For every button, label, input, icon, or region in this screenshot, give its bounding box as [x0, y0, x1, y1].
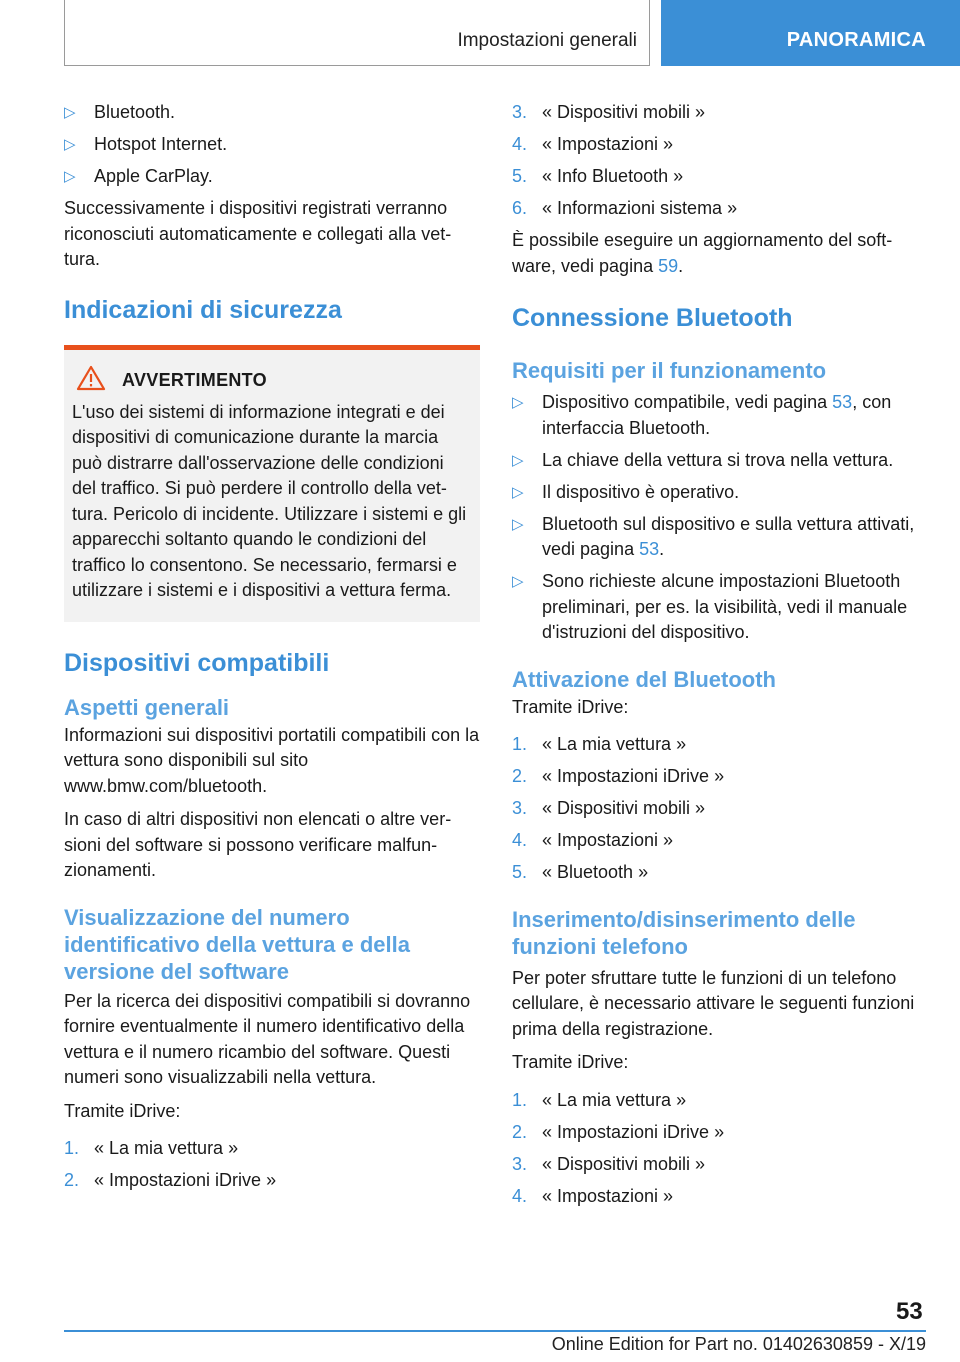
intro-paragraph: Successivamente i dispositivi registrati verranno riconosciuti automaticamente e collegati alla vettura.	[64, 198, 452, 269]
idrive-label: Tramite iDrive:	[64, 1100, 181, 1121]
list-item: ▷ Dispositivo compatibile, vedi pagina 53, con interfaccia Bluetooth.	[512, 392, 892, 438]
phone-functions-paragraph: Per poter sfruttare tutte le funzioni di un telefono cellulare, è necessario attivare le seguenti funzioni prima della registrazione.	[512, 967, 915, 1039]
triangle-bullet-icon: ▷	[512, 483, 524, 501]
list-item: ▷ Bluetooth.	[64, 100, 480, 126]
software-update-paragraph: È possibile eseguire un aggiornamento del software, vedi pagina 59.	[512, 230, 893, 276]
list-item: 1. « La mia vettura »	[512, 1089, 687, 1110]
idrive-label: Tramite iDrive:	[512, 696, 629, 717]
header-section-box	[64, 0, 650, 66]
header-section-title: Impostazioni generali	[457, 30, 637, 51]
list-item: 3. « Dispositivi mobili »	[512, 102, 706, 122]
vehicle-id-heading: Visualizzazione del numero identificativo della vettura e della versione del software	[64, 904, 410, 984]
idrive-steps-list	[64, 1136, 480, 1194]
bluetooth-connection-heading: Connessione Bluetooth	[512, 304, 793, 332]
triangle-bullet-icon: ▷	[64, 104, 76, 121]
list-item: ▷ Sono richieste alcune impostazioni Bluetooth preliminari, per es. la visibilità, vedi il manuale d'istruzioni del dispositivo.	[512, 571, 908, 642]
list-item: ▷ Hotspot Internet.	[64, 132, 480, 158]
list-item: ▷ Apple CarPlay.	[64, 164, 480, 190]
triangle-bullet-icon: ▷	[64, 136, 76, 153]
general-paragraph-2: In caso di altri dispositivi non elencati o altre versioni del software si possono verificare malfunzionamenti.	[64, 809, 452, 880]
triangle-bullet-icon: ▷	[512, 573, 524, 590]
list-item: 3. « Dispositivi mobili »	[512, 1153, 706, 1174]
requirements-list	[512, 390, 926, 646]
warning-title: AVVERTIMENTO	[122, 370, 267, 390]
vehicle-id-paragraph: Per la ricerca dei dispositivi compatibili si dovranno fornire eventualmente il numero identificativo della vettura e il numero ricambio del software. Questi numeri sono visualizzabili nella vettura.	[64, 990, 471, 1087]
list-item: 2. « Impostazioni iDrive »	[512, 1121, 725, 1142]
idrive-label: Tramite iDrive:	[512, 1052, 629, 1072]
header-tab-panoramica[interactable]	[661, 0, 960, 66]
list-item: 4. « Impostazioni »	[512, 830, 674, 850]
general-paragraph-1: Informazioni sui dispositivi portatili compatibili con la vettura sono disponibili sul sito www.bmw.com/bluetooth.	[64, 724, 480, 796]
triangle-bullet-icon: ▷	[512, 451, 524, 469]
compatible-devices-heading: Dispositivi compatibili	[64, 648, 330, 677]
footer-divider	[64, 1330, 926, 1332]
list-item: 6. « Informazioni sistema »	[512, 198, 738, 218]
list-item: ▷ Bluetooth sul dispositivo e sulla vettura attivati, vedi pagina 53.	[512, 513, 915, 559]
page-link[interactable]: 59	[658, 255, 679, 276]
idrive-steps-continued	[512, 100, 926, 222]
triangle-bullet-icon: ▷	[64, 168, 76, 185]
list-item: 2. « Impostazioni iDrive »	[64, 1170, 277, 1190]
requirements-heading: Requisiti per il funzionamento	[512, 358, 827, 383]
bluetooth-activation-heading: Attivazione del Bluetooth	[512, 666, 776, 692]
triangle-bullet-icon: ▷	[512, 515, 524, 533]
safety-heading: Indicazioni di sicurezza	[64, 295, 342, 324]
page-link[interactable]: 53	[639, 539, 660, 559]
connection-type-list	[64, 100, 480, 190]
right-column	[512, 100, 926, 1216]
list-item: 5. « Info Bluetooth »	[512, 166, 684, 186]
list-item: 5. « Bluetooth »	[512, 862, 649, 882]
left-column	[64, 100, 480, 1200]
warning-box	[64, 345, 480, 622]
phone-functions-heading: Inserimento/disinserimento delle funzioni telefono	[512, 906, 856, 959]
list-item: 3. « Dispositivi mobili »	[512, 798, 706, 818]
list-item: 4. « Impostazioni »	[512, 134, 674, 154]
list-item: 1. « La mia vettura »	[64, 1138, 239, 1158]
activation-steps-list	[512, 732, 926, 886]
general-aspects-heading: Aspetti generali	[64, 694, 230, 720]
page-link[interactable]: 53	[832, 392, 853, 412]
list-item: ▷ La chiave della vettura si trova nella vettura.	[512, 448, 926, 474]
phone-steps-list	[512, 1088, 926, 1210]
footer-edition: Online Edition for Part no. 01402630859 - X/19	[551, 1334, 926, 1354]
warning-triangle-icon	[76, 365, 112, 396]
triangle-bullet-icon: ▷	[512, 394, 524, 411]
list-item: 1. « La mia vettura »	[512, 734, 687, 754]
list-item: 4. « Impostazioni »	[512, 1185, 674, 1206]
header-tab-label: PANORAMICA	[786, 29, 926, 51]
page-number: 53	[896, 1298, 923, 1325]
warning-text: L'uso dei sistemi di informazione integrati e dei dispositivi di comunicazione durante la marcia può distrarre dall'osservazione delle condizioni del traffico. Si può perdere il controllo della vettura. Pericolo di incidente. Utilizzare i sistemi e gli apparecchi soltanto quando le condizioni del traffico lo consentono. Se necessario, fermarsi e utilizzare i sistemi e i dispositivi a vettura ferma.	[72, 401, 467, 600]
list-item: ▷ Il dispositivo è operativo.	[512, 480, 926, 506]
list-item: 2. « Impostazioni iDrive »	[512, 766, 725, 786]
